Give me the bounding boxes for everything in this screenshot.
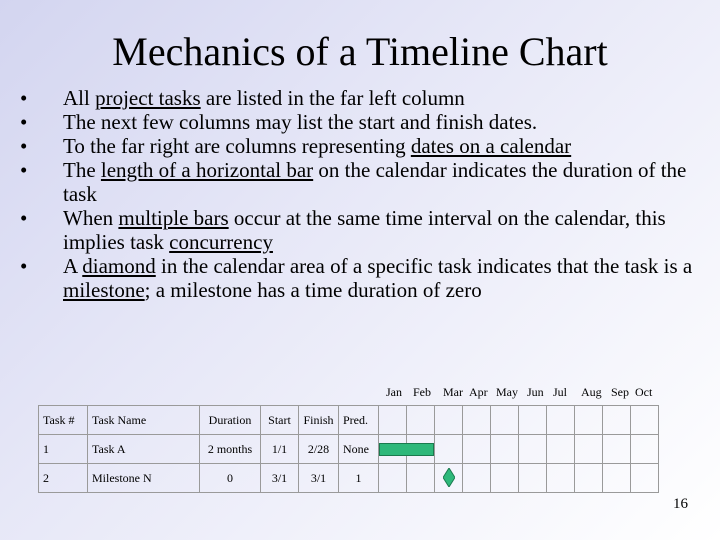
bullet-text: All [63, 86, 96, 110]
header-task-name: Task Name [88, 406, 200, 435]
calendar-cell [547, 406, 575, 435]
bullet-underlined-text: milestone [63, 278, 145, 302]
bullet-text: The [63, 158, 101, 182]
month-label: Mar [443, 385, 463, 399]
calendar-cell [379, 435, 407, 464]
calendar-cell [379, 406, 407, 435]
calendar-cell [519, 406, 547, 435]
bullet-item [20, 206, 700, 254]
bullet-item [20, 158, 700, 206]
task-pred: 1 [339, 464, 379, 493]
calendar-cell [407, 406, 435, 435]
bullet-dot: • [20, 110, 28, 134]
calendar-cell [603, 406, 631, 435]
bullet-item [20, 110, 700, 134]
header-start: Start [261, 406, 299, 435]
bullet-underlined-text: diamond [82, 254, 156, 278]
calendar-cell [435, 406, 463, 435]
bullet-text: ; a milestone has a time duration of zero [144, 278, 482, 302]
header-pred: Pred. [339, 406, 379, 435]
bullet-underlined-text: project tasks [95, 86, 201, 110]
calendar-cell [435, 435, 463, 464]
bullet-text: occur at the same time interval on the calendar, this implies task [63, 206, 666, 254]
calendar-month-labels [0, 385, 720, 401]
calendar-cell [631, 406, 659, 435]
month-label: Jul [553, 385, 568, 399]
bullet-item [20, 134, 700, 158]
bullet-text: To the far right are columns representing [63, 134, 411, 158]
bullet-list [20, 86, 700, 302]
month-label: Feb [413, 385, 431, 399]
task-duration: 2 months [200, 435, 261, 464]
bullet-text: are listed in the far left column [200, 86, 465, 110]
task-duration: 0 [200, 464, 261, 493]
calendar-cell [631, 435, 659, 464]
bullet-underlined-text: length of a horizontal bar [100, 158, 314, 182]
month-label: Apr [469, 385, 488, 399]
calendar-cell [603, 464, 631, 493]
month-label: Sep [611, 385, 629, 399]
calendar-cell [603, 435, 631, 464]
calendar-cell [491, 406, 519, 435]
calendar-cell [379, 464, 407, 493]
table-header-row [39, 406, 659, 435]
task-finish: 2/28 [299, 435, 339, 464]
month-label: Oct [635, 385, 653, 399]
bullet-item [20, 254, 700, 302]
timeline-table [38, 405, 659, 493]
calendar-cell [575, 435, 603, 464]
calendar-cell [547, 435, 575, 464]
header-task-number: Task # [39, 406, 88, 435]
bullet-dot: • [20, 158, 28, 182]
month-label: Jan [386, 385, 402, 399]
calendar-cell [575, 406, 603, 435]
task-number: 2 [39, 464, 88, 493]
bullet-dot: • [20, 86, 28, 110]
bullet-text: When [63, 206, 119, 230]
bullet-text: on the calendar indicates the duration of the task [63, 158, 687, 206]
calendar-cell [575, 464, 603, 493]
bullet-dot: • [20, 206, 28, 230]
task-pred: None [339, 435, 379, 464]
task-start: 3/1 [261, 464, 299, 493]
calendar-cell [519, 464, 547, 493]
calendar-cell [463, 435, 491, 464]
month-label: Aug [581, 385, 602, 399]
calendar-cell [463, 464, 491, 493]
calendar-cell [491, 464, 519, 493]
calendar-cell [631, 464, 659, 493]
bullet-item [20, 86, 700, 110]
calendar-cell [407, 464, 435, 493]
calendar-cell [407, 435, 435, 464]
bullet-dot: • [20, 254, 28, 278]
header-duration: Duration [200, 406, 261, 435]
bullet-text: A [63, 254, 83, 278]
calendar-cell [463, 406, 491, 435]
calendar-cell [435, 464, 463, 493]
bullet-text: in the calendar area of a specific task indicates that the task is a [155, 254, 693, 278]
task-start: 1/1 [261, 435, 299, 464]
task-name: Milestone N [88, 464, 200, 493]
calendar-cell [519, 435, 547, 464]
slide-title: Mechanics of a Timeline Chart [112, 29, 608, 74]
page-number: 16 [673, 496, 688, 512]
task-number: 1 [39, 435, 88, 464]
bullet-underlined-text: concurrency [169, 230, 273, 254]
bullet-text: The next few columns may list the start and finish dates. [63, 110, 538, 134]
bullet-underlined-text: multiple bars [118, 206, 229, 230]
month-label: Jun [527, 385, 544, 399]
table-row [39, 464, 659, 493]
bullet-dot: • [20, 134, 28, 158]
calendar-cell [491, 435, 519, 464]
task-finish: 3/1 [299, 464, 339, 493]
month-label: May [496, 385, 518, 399]
table-row [39, 435, 659, 464]
calendar-cell [547, 464, 575, 493]
milestone-diamond-icon [443, 468, 455, 487]
bullet-underlined-text: dates on a calendar [410, 134, 572, 158]
header-finish: Finish [299, 406, 339, 435]
task-name: Task A [88, 435, 200, 464]
